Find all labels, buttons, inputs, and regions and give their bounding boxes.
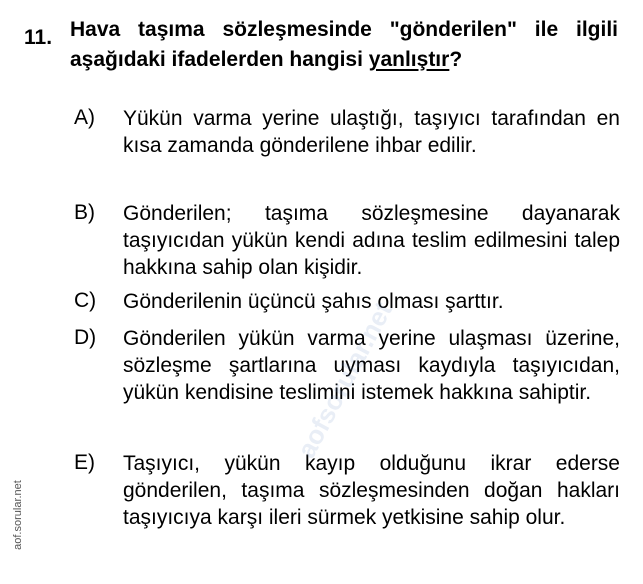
question-stem-end: ? [449,48,463,71]
watermark: aofsorular.net [290,296,399,463]
side-watermark-text: aof.sorular.net [12,480,24,550]
option-text: Gönderilen; taşıma sözleşmesine dayanarak taşıyıcıdan yükün kendi adına teslim edilmesini talep hakkına sahip olan kişidir. [123,202,620,279]
option-text: Gönderilenin üçüncü şahıs olması şarttır. [123,290,504,313]
option-text: Taşıyıcı, yükün kayıp olduğunu ikrar ederse gönderilen, taşıma sözleşmesinden doğan hakları taşıyıcıya karşı ileri sürmek yetkisine sahip olur. [123,452,620,529]
option-letter: E) [74,451,95,474]
option-letter: C) [74,289,97,312]
option-letter: A) [74,106,95,129]
question-stem [70,15,618,75]
option-letter: B) [74,201,95,224]
option-text: Gönderilen yükün varma yerine ulaşması üzerine, sözleşme şartlarına uyması kaydıyla taşıyıcıdan, yükün kendisine teslimini istemek hakkına sahiptir. [123,327,620,404]
option-text: Yükün varma yerine ulaştığı, taşıyıcı tarafından en kısa zamanda gönderilene ihbar edilir. [123,107,620,157]
option-letter: D) [74,326,97,349]
question-negation-word: yanlıştır [368,48,450,71]
question-number: 11. [24,26,53,49]
question-stem-text: Hava taşıma sözleşmesinde "gönderilen" ile ilgili aşağıdaki ifadelerden hangisi [70,18,618,71]
